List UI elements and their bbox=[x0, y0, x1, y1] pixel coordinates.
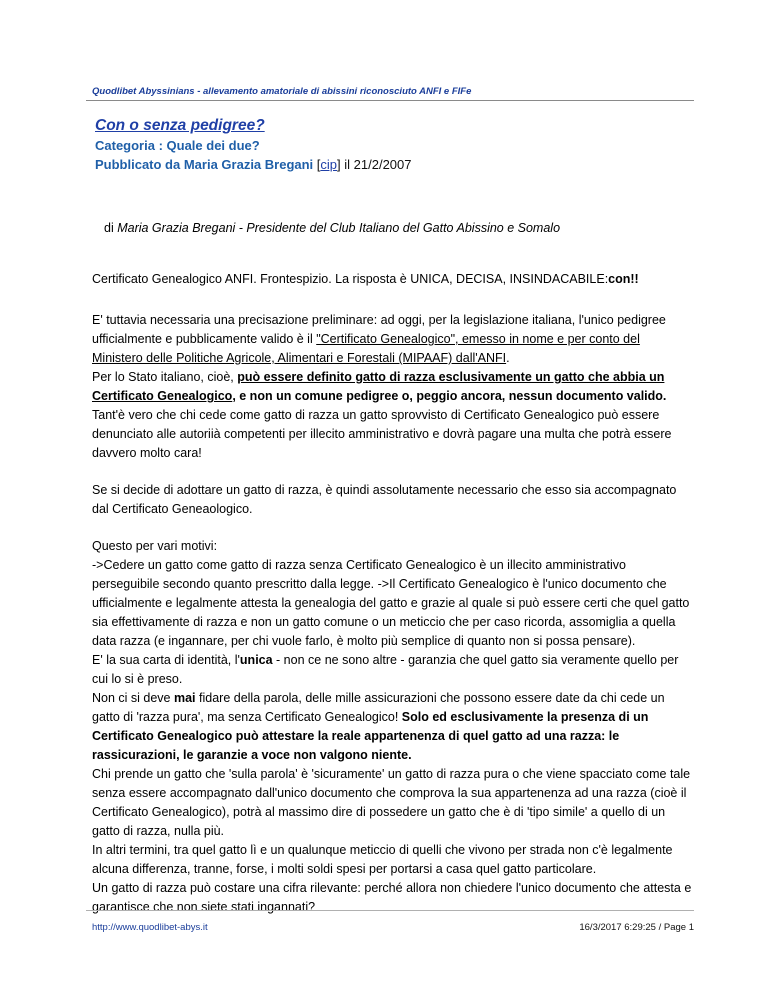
p8-bold-statement: Solo ed esclusivamente la presenza di un Certificato Genealogico può attestare la reale appartenenza di quel gatto ad una razza: le rassicurazioni, le garanzie a voce non valgono niente. bbox=[92, 710, 649, 762]
p7-text-b: - non ce ne sono altre - garanzia che quel gatto sia veramente quello per cui lo si è preso. bbox=[92, 653, 679, 686]
post-category: Categoria : Quale dei due? bbox=[95, 138, 260, 153]
byline-author: Maria Grazia Bregani - Presidente del Club Italiano del Gatto Abissino e Somalo bbox=[117, 221, 561, 235]
p7-bold: unica bbox=[239, 653, 273, 667]
certificato-link[interactable]: "Certificato Genealogico", emesso in nome e per conto del Ministero delle Politiche Agricole, Alimentari e Forestali (MIPAAF) dall'ANFI bbox=[92, 332, 640, 365]
p1-text: Certificato Genealogico ANFI. Frontespizio. La risposta è UNICA, DECISA, INSINDACABILE: bbox=[92, 272, 609, 286]
p7-text-a: E' la sua carta di identità, l' bbox=[92, 653, 240, 667]
published-date: il 21/2/2007 bbox=[340, 157, 412, 172]
byline bbox=[104, 221, 560, 235]
footer-divider bbox=[86, 910, 694, 911]
paragraph-3 bbox=[92, 368, 692, 406]
paragraph-6: ->Cedere un gatto come gatto di razza senza Certificato Genealogico è un illecito amministrativo perseguibile secondo quanto prescritto dalla legge. ->Il Certificato Genealogico è l'unico documento che ufficialmente e legalmente attesta la genealogia del gatto e grazie al quale si può essere certi che quel gatto sia effettivamente di razza e non un gatto comune o un meticcio che per caso ricorda, assomiglia a quella data razza (e ingannare, per chi vuole farlo, è molto più semplice di quanto non si possa pensare). bbox=[92, 558, 690, 648]
published-prefix: Pubblicato da Maria Grazia Bregani bbox=[95, 157, 317, 172]
paragraph-5: Se si decide di adottare un gatto di razza, è quindi assolutamente necessario che esso sia accompagnato dal Certificato Geneaologico. bbox=[92, 483, 677, 516]
p2-text-a: E' tuttavia necessaria una precisazione preliminare: ad oggi, per la legislazione italiana, l'unico pedigree ufficialmente e pubblicamente valido è il bbox=[92, 313, 666, 346]
author-link[interactable]: cip bbox=[320, 157, 338, 172]
site-header-title: Quodlibet Abyssinians - allevamento amatoriale di abissini riconosciuto ANFI e FIFe bbox=[92, 86, 472, 97]
article-body bbox=[92, 270, 692, 917]
post-published-line bbox=[95, 155, 685, 174]
paragraph-7 bbox=[92, 651, 692, 689]
p8-bold-mai: mai bbox=[173, 691, 196, 705]
paragraph-6-intro: Questo per vari motivi: bbox=[92, 539, 218, 553]
paragraph-8 bbox=[92, 689, 692, 765]
paragraph-1 bbox=[92, 270, 692, 289]
p3-bold-underline: può essere definito gatto di razza esclusivamente un gatto che abbia un Certificato Genealogico bbox=[92, 370, 665, 403]
p2-text-b: . bbox=[506, 351, 510, 365]
header-divider bbox=[86, 100, 694, 101]
paragraph-9: Chi prende un gatto che 'sulla parola' è 'sicuramente' un gatto di razza pura o che viene spacciato come tale senza essere accompagnato dall'unico documento che comprova la sua appartenenza ad una razza (cioè il Certificato Genealogico), potrà al massimo dire di possedere un gatto che è di 'tipo simile' a quello di un gatto di razza, nulla più. bbox=[92, 767, 691, 838]
paragraph-4: Tant'è vero che chi cede come gatto di razza un gatto sprovvisto di Certificato Genealogico può essere denunciato alle autoriià competenti per illecito amministrativo e dovrà pagare una multa che potrà essere davvero molto cara! bbox=[92, 408, 672, 460]
bracket-close: ] bbox=[337, 157, 341, 172]
p8-text-a: Non ci si deve bbox=[92, 691, 174, 705]
footer-url-link[interactable]: http://www.quodlibet-abys.it bbox=[92, 922, 208, 933]
p3-text-a: Per lo Stato italiano, cioè, bbox=[92, 370, 238, 384]
p1-bold: con!! bbox=[608, 272, 639, 286]
p8-text-b: fidare della parola, delle mille assicurazioni che possono essere date da chi cede un gatto di 'razza pura', ma senza Certificato Genealogico! bbox=[92, 691, 665, 724]
post-header bbox=[95, 116, 685, 174]
p3-bold: , e non un comune pedigree o, peggio ancora, nessun documento valido. bbox=[232, 389, 667, 403]
byline-prefix: di bbox=[104, 221, 118, 235]
paragraph-10: In altri termini, tra quel gatto lì e un qualunque meticcio di quelli che vivono per strada non c'è legalmente alcuna differenza, tranne, forse, i molti soldi spesi per portarsi a casa quel gatto particolare. bbox=[92, 843, 673, 876]
paragraph-2 bbox=[92, 311, 692, 368]
footer-timestamp-page: 16/3/2017 6:29:25 / Page 1 bbox=[579, 922, 694, 933]
post-title-link[interactable]: Con o senza pedigree? bbox=[95, 117, 265, 134]
bracket-open: [ bbox=[316, 157, 321, 172]
paragraph-11: Un gatto di razza può costare una cifra rilevante: perché allora non chiedere l'unico documento che attesta e garantisce che non siete stati ingannati? bbox=[92, 881, 692, 914]
